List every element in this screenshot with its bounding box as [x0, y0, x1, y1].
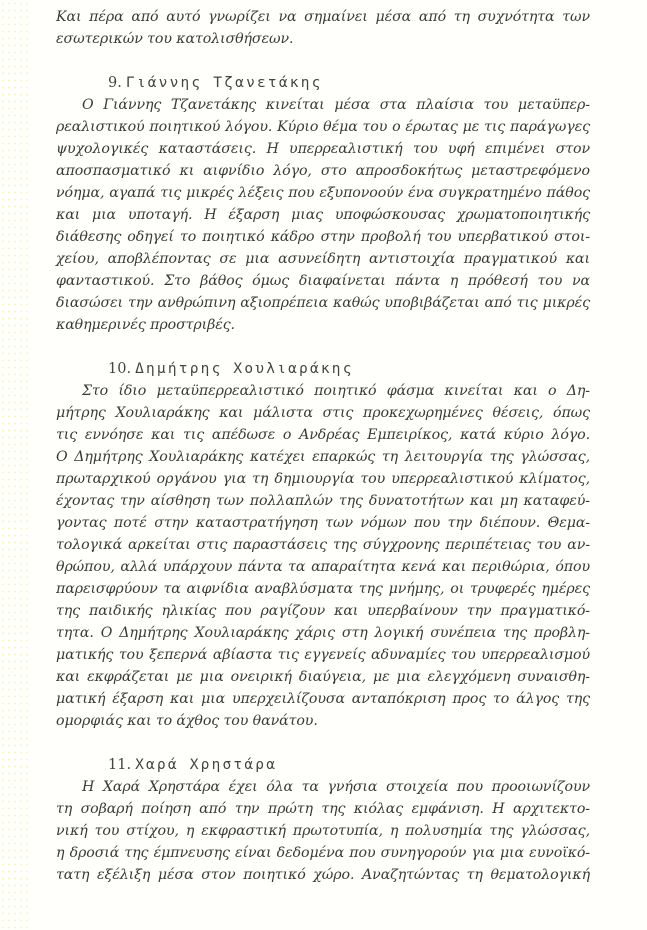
text-line: ματικής του ξεπερνά αβίαστα τις εγγενείς αδυναμίες του υπερρεαλισμού [56, 647, 590, 663]
text-line: νόημα, αγαπά τις μικρές λέξεις που εξυπονοούν ένα συγκρατημένο πάθος [56, 185, 590, 201]
text-line: γοντας ποτέ στην καταστρατήγηση των νόμων που την διέπουν. Θεμα- [56, 515, 590, 531]
text-line: καθημερινές προστριβές. [56, 317, 235, 333]
section-number: 11. [108, 757, 132, 773]
section-title: Χαρά Χρηστάρα [135, 757, 278, 773]
text-line: αποσπασματικό κι αιφνίδιο λόγο, στο απροσδοκήτως μεταστρεφόμενο [56, 163, 590, 179]
text-line: Η Χαρά Χρηστάρα έχει όλα τα γνήσια στοιχεία που προοιωνίζουν [82, 779, 590, 795]
text-line: ομορφιάς και το άχθος του θανάτου. [56, 713, 318, 729]
paragraph-section-11 [56, 776, 590, 886]
text-line: παρεισφρύουν τα αιφνίδια αναβλύσματα της μνήμης, οι τρυφερές ημέρες [56, 581, 590, 597]
paragraph-intro-tail [56, 6, 590, 50]
text-line: τολογικά αρκείται στις παραστάσεις της σύγχρονης περιπέτειας του αν- [56, 537, 590, 553]
paragraph-section-10 [56, 380, 590, 732]
text-line: έχοντας την αίσθηση των πολλαπλών της δυνατοτήτων και μη καταφεύ- [56, 493, 590, 509]
text-line: θρώπου, αλλά υπάρχουν πάντα τα απαραίτητα κενά και περιθώρια, όπου [56, 559, 590, 575]
text-line: τατη εξέλιξη μέσα στον ποιητικό χώρο. Αναζητώντας τη θεματολογική [56, 867, 590, 883]
text-line: ψυχολογικές καταστάσεις. Η υπερρεαλιστική του υφή επιμένει στον [56, 141, 590, 157]
scan-edge-noise [0, 0, 30, 930]
text-line: Και πέρα από αυτό γνωρίζει να σημαίνει μέσα από τη συχνότητα των [56, 9, 590, 25]
section-number: 10. [108, 361, 132, 377]
text-line: διασώσει την ανθρώπινη αξιοπρέπεια καθώς υποβιβάζεται από τις μικρές [56, 295, 590, 311]
spacer [56, 732, 590, 754]
spacer [56, 336, 590, 358]
text-line: χείου, αποβλέποντας σε μια ασυνείδητη αντιστοιχία πραγματικού και [56, 251, 590, 267]
text-line: της παιδικής ηλικίας που ραγίζουν και υπερβαίνουν την πραγματικό- [56, 603, 590, 619]
section-heading-10 [56, 358, 590, 380]
spacer [56, 50, 590, 72]
text-line: διάθεσης οδηγεί το ποιητικό κάδρο στην προβολή του υπερβατικού στοι- [56, 229, 590, 245]
text-line: ματική έξαρση και μια υπερχειλίζουσα ανταπόκριση προς το άλγος της [56, 691, 590, 707]
section-title: Γιάννης Τζανετάκης [125, 75, 323, 91]
section-title: Δημήτρης Χουλιαράκης [135, 361, 354, 377]
text-line: Στο ίδιο μεταϋπερρεαλιστικό ποιητικό φάσμα κινείται και ο Δη- [82, 383, 590, 399]
text-line: Ο Γιάννης Τζανετάκης κινείται μέσα στα πλαίσια του μεταϋπερ- [82, 97, 590, 113]
section-heading-9 [56, 72, 590, 94]
text-line: και μια υποταγή. Η έξαρση μιας υποφώσκουσας χρωματοποιητικής [56, 207, 590, 223]
text-line: ρεαλιστικού ποιητικού λόγου. Κύριο θέμα του ο έρωτας με τις παράγωγες [56, 119, 590, 135]
paragraph-section-9 [56, 94, 590, 336]
section-number: 9. [108, 75, 122, 91]
text-line: νική του στίχου, η εκφραστική πρωτοτυπία, η πολυσημία της γλώσσας, [56, 823, 590, 839]
section-heading-11 [56, 754, 590, 776]
text-line: πρωταρχικού οργάνου για τη δημιουργία του υπερρεαλιστικού κλίματος, [56, 471, 590, 487]
text-line: τητα. Ο Δημήτρης Χουλιαράκης χάρις στη λογική συνέπεια της προβλη- [56, 625, 590, 641]
text-line: τη σοβαρή ποίηση από την πρώτη της κιόλας εμφάνιση. Η αρχιτεκτο- [56, 801, 590, 817]
text-line: η δροσιά της έμπνευσης είναι δεδομένα που συνηγορούν για μια ευνοϊκό- [56, 845, 590, 861]
document-page [56, 6, 590, 886]
text-line: και εκφράζεται με μια ονειρική διαύγεια, με μια ελεγχόμενη συναισθη- [56, 669, 590, 685]
text-line: φανταστικού. Στο βάθος όμως διαφαίνεται πάντα η πρόθεσή του να [56, 273, 590, 289]
text-line: μήτρης Χουλιαράκης και μάλιστα στις προκεχωρημένες θέσεις, όπως [56, 405, 590, 421]
text-line: Ο Δημήτρης Χουλιαράκης κατέχει επαρκώς τη λειτουργία της γλώσσας, [56, 449, 590, 465]
text-line: εσωτερικών του κατολισθήσεων. [56, 31, 294, 47]
text-line: τις εννόησε και τις απέδωσε ο Ανδρέας Εμπειρίκος, κατά κύριο λόγο. [56, 427, 590, 443]
